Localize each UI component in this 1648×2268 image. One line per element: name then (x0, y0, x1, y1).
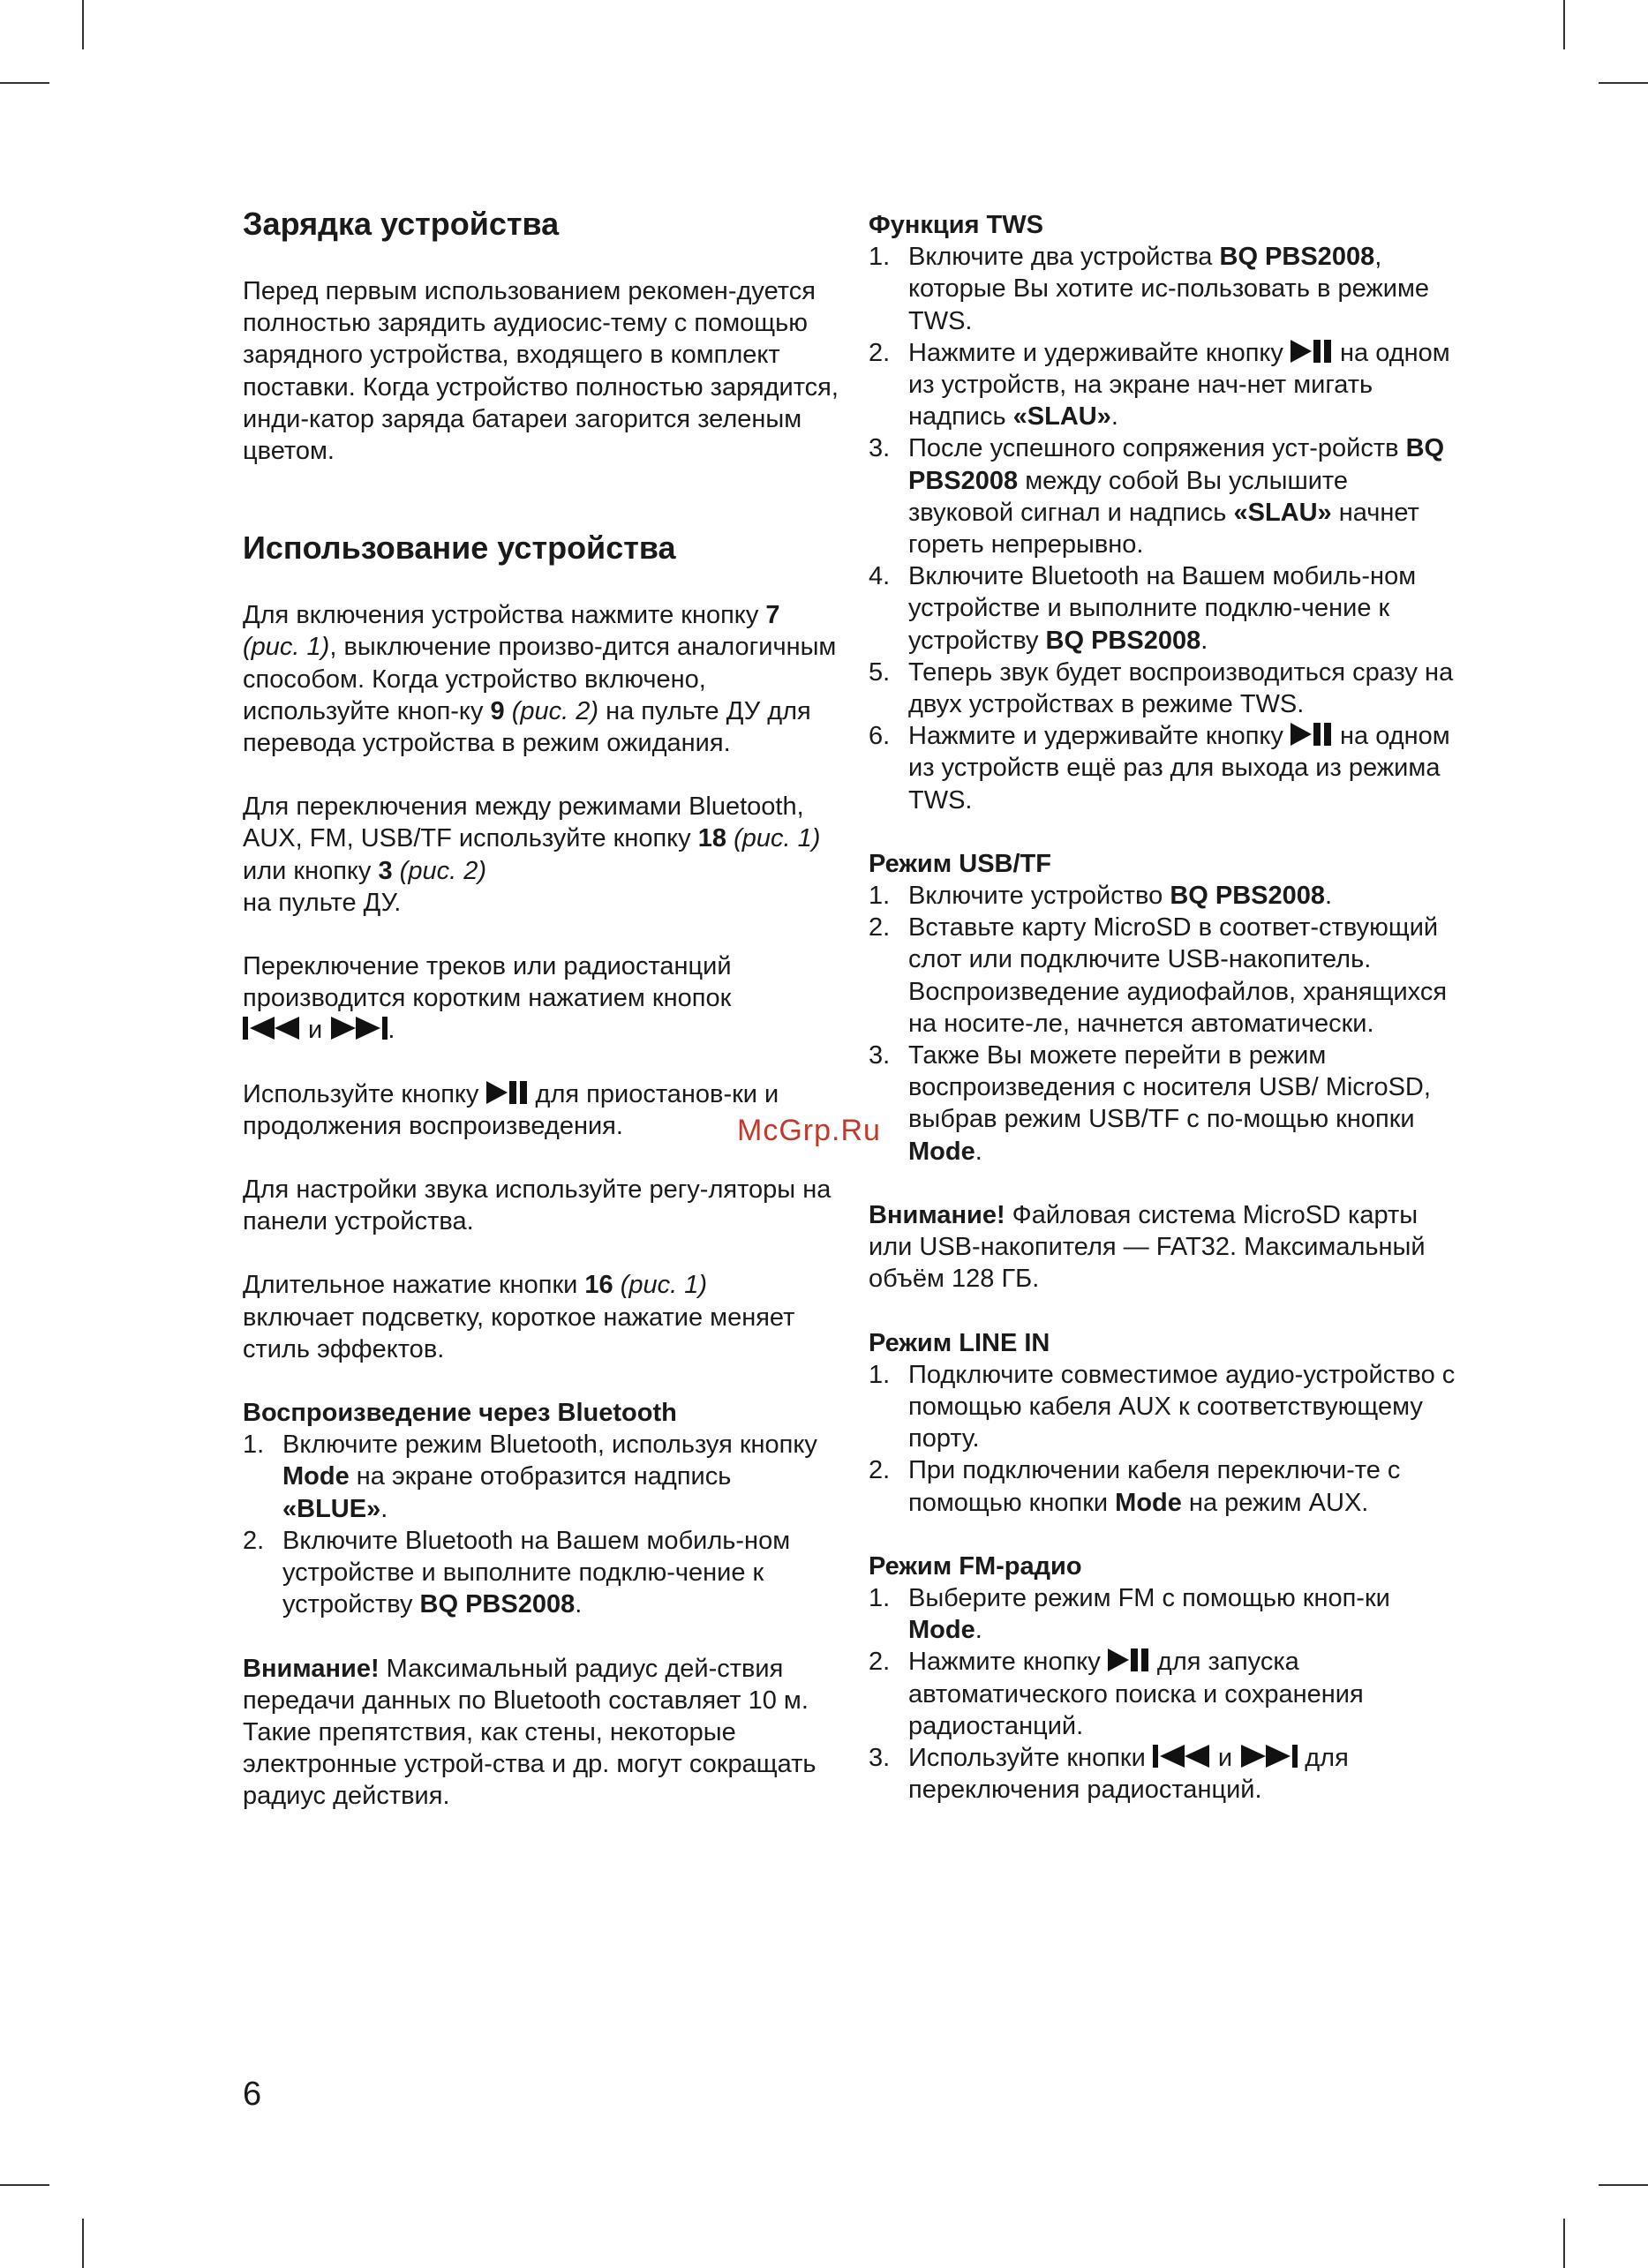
crop-mark (82, 0, 84, 49)
crop-mark (1599, 82, 1648, 84)
charging-text: Перед первым использованием рекомен-дуется полностью зарядить аудиосис-тему с помощью зарядного устройства, входящего в комплект поставки. Когда устройство полностью зарядится, инди-катор заряда батареи загорится зеленым цветом. (243, 277, 839, 466)
play-pause-icon (486, 1079, 529, 1106)
watermark: McGrp.Ru (737, 1114, 881, 1147)
bluetooth-section-title: Воспроизведение через Bluetooth (243, 1399, 677, 1428)
list-item: 1. Выберите режим FM с помощью кноп-ки Mode. (869, 1583, 1390, 1645)
usage-power-paragraph: Для включения устройства нажмите кнопку 7 (рис. 1), выключение произво-дится аналогичным способом. Когда устройство включено, используйте кноп-ку 9 (рис. 2) на пульте ДУ для перевода устройства в режим ожидания. (243, 601, 837, 758)
list-item: 2. При подключении кабеля переключи-те с помощью кнопки Mode на режим AUX. (869, 1456, 1401, 1517)
fm-section-title: Режим FM-радио (869, 1551, 1082, 1581)
list-item: 3. Также Вы можете перейти в режим воспроизведения с носителя USB/ MicroSD, выбрав режим USB/TF с по-мощью кнопки Mode. (869, 1041, 1431, 1166)
list-item: 1. Включите режим Bluetooth, используя кнопку Mode на экране отобразится надпись «BLUE». (243, 1431, 817, 1523)
bluetooth-steps-list (243, 1429, 843, 1620)
list-item: 2. Включите Bluetooth на Вашем мобиль-ном устройстве и выполните подклю-чение к устройству BQ PBS2008. (243, 1526, 791, 1619)
crop-mark (1563, 2219, 1565, 2268)
usage-sound-paragraph: Для настройки звука используйте регу-ляторы на панели устройства. (243, 1175, 832, 1236)
play-pause-icon (1291, 721, 1333, 747)
list-item: 1. Включите устройство BQ PBS2008. (869, 882, 1333, 911)
list-item: 1. Подключите совместимое аудио-устройство с помощью кабеля AUX к соответствующему порту. (869, 1360, 1456, 1453)
list-item: 2. Вставьте карту MicroSD в соответ-ствующий слот или подключите USB-накопитель. Воспроизведение аудиофайлов, хранящихся на носите-ле, начнется автоматически. (869, 913, 1448, 1038)
next-track-icon (1239, 1743, 1298, 1769)
tws-section-title: Функция TWS (869, 211, 1043, 239)
usage-pause-paragraph: Используйте кнопку для приостанов-ки и продолжения воспроизведения. (243, 1079, 779, 1140)
play-pause-icon (1108, 1647, 1150, 1673)
page-number: 6 (243, 2076, 262, 2113)
crop-mark (1599, 2184, 1648, 2186)
fm-steps-list (869, 1582, 1460, 1806)
previous-track-icon (1153, 1743, 1211, 1769)
list-item: 2. Нажмите и удерживайте кнопку на одном из устройств, на экране нач-нет мигать надпись «SLAU». (869, 338, 1450, 432)
previous-track-icon (243, 1015, 301, 1041)
charging-title: Зарядка устройства (243, 206, 560, 242)
list-item: 6. Нажмите и удерживайте кнопку на одном из устройств ещё раз для выхода из режима TWS. (869, 722, 1450, 815)
usage-backlight-paragraph: Длительное нажатие кнопки 16 (рис. 1) включает подсветку, короткое нажатие меняет стиль эффектов. (243, 1271, 795, 1363)
crop-mark (1563, 0, 1565, 49)
linein-section-title: Режим LINE IN (869, 1328, 1050, 1357)
next-track-icon (329, 1015, 388, 1041)
left-column (243, 205, 843, 1813)
bluetooth-attention-note: Внимание! Максимальный радиус дей-ствия передачи данных по Bluetooth составляет 10 м. Такие препятствия, как стены, некоторые электронные устрой-ства и др. могут сокращать радиус действия. (243, 1654, 816, 1811)
usage-mode-paragraph: Для переключения между режимами Bluetooth, AUX, FM, USB/TF используйте кнопку 18 (рис. 1) или кнопку 3 (рис. 2) на пульте ДУ. (243, 792, 821, 917)
usage-tracks-paragraph: Переключение треков или радиостанций производится коротким нажатием кнопок и . (243, 952, 732, 1045)
right-column (869, 205, 1460, 1806)
usb-steps-list (869, 880, 1460, 1168)
linein-steps-list (869, 1359, 1460, 1519)
list-item: 1. Включите два устройства BQ PBS2008, которые Вы хотите ис-пользовать в режиме TWS. (869, 243, 1430, 335)
usb-section-title: Режим USB/TF (869, 849, 1051, 878)
list-item: 3. После успешного сопряжения уст-ройств BQ PBS2008 между собой Вы услышите звуковой сигнал и надпись «SLAU» начнет гореть непрерывно. (869, 434, 1445, 559)
list-item: 4. Включите Bluetooth на Вашем мобиль-ном устройстве и выполните подклю-чение к устройству BQ PBS2008. (869, 562, 1417, 655)
crop-mark (0, 82, 49, 84)
play-pause-icon (1291, 338, 1333, 364)
list-item: 5. Теперь звук будет воспроизводиться сразу на двух устройствах в режиме TWS. (869, 657, 1454, 719)
list-item: 3. Используйте кнопки и для переключения радиостанций. (869, 1743, 1349, 1805)
usage-title: Использование устройства (243, 529, 676, 567)
usb-attention-note: Внимание! Файловая система MicroSD карты или USB-накопителя — FAT32. Максимальный объём 128 ГБ. (869, 1200, 1426, 1294)
tws-steps-list (869, 241, 1460, 816)
list-item: 2. Нажмите кнопку для запуска автоматического поиска и сохранения радиостанций. (869, 1648, 1364, 1740)
crop-mark (0, 2184, 49, 2186)
crop-mark (82, 2219, 84, 2268)
